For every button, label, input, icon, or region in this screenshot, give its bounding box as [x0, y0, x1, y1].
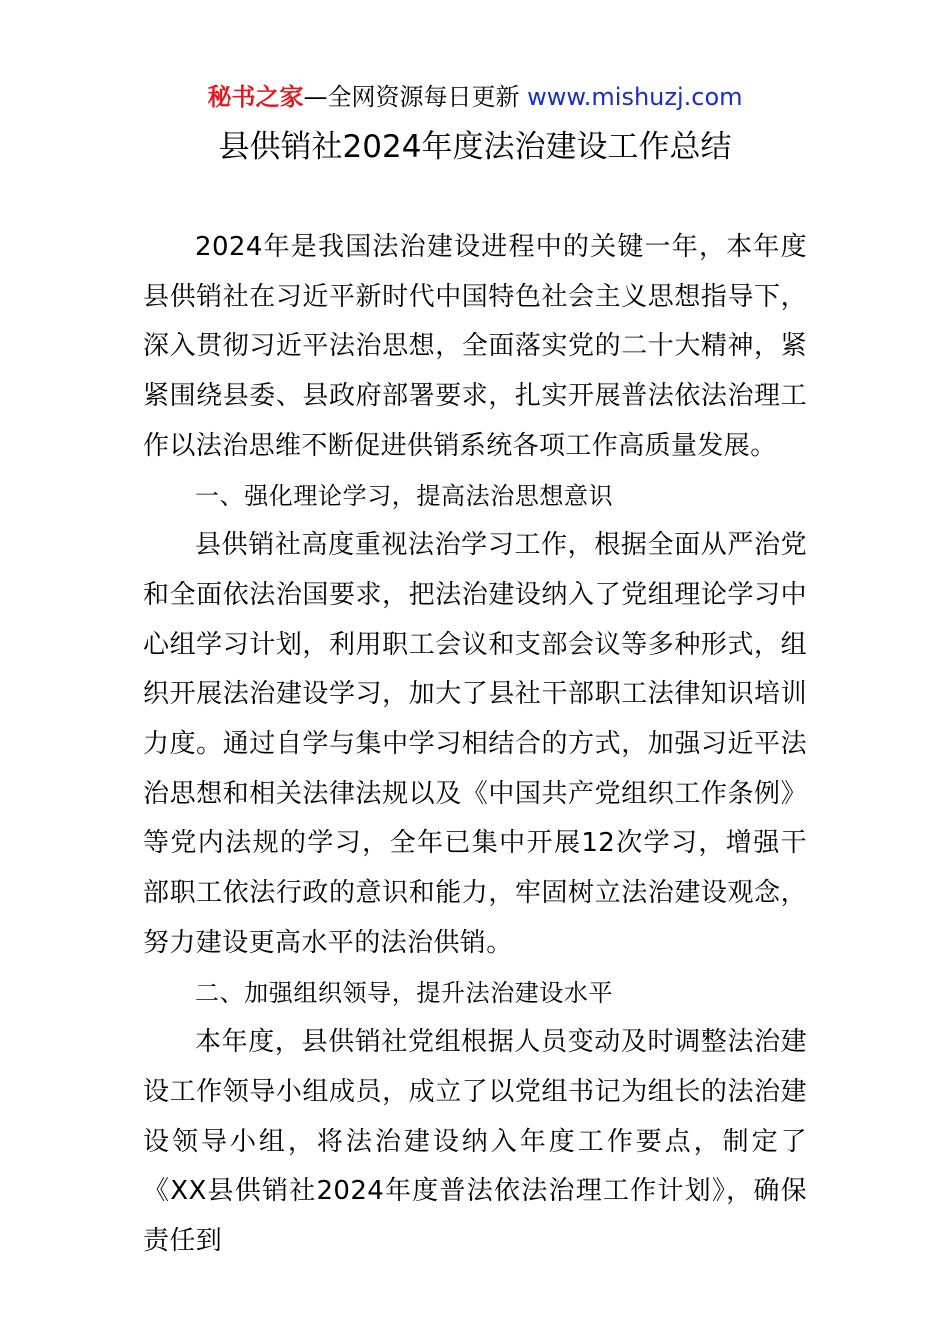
header-tagline: —全网资源每日更新 [303, 83, 520, 111]
section-1-paragraph: 县供销社高度重视法治学习工作，根据全面从严治党和全面依法治国要求，把法治建设纳入了党组理论学习中心组学习计划，利用职工会议和支部会议等多种形式，组织开展法治建设学习，加大了县社干部职工法律知识培训力度。通过自学与集中学习相结合的方式，加强习近平法治思想和相关法律法规以及《中国共产党组织工作条例》等党内法规的学习，全年已集中开展12次学习，增强干部职工依法行政的意识和能力，牢固树立法治建设观念，努力建设更高水平的法治供销。 [143, 530, 807, 958]
intro-paragraph: 2024年是我国法治建设进程中的关键一年，本年度县供销社在习近平新时代中国特色社会主义思想指导下，深入贯彻习近平法治思想，全面落实党的二十大精神，紧紧围绕县委、县政府部署要求，扎实开展普法依法治理工作以法治思维不断促进供销系统各项工作高质量发展。 [143, 232, 807, 461]
brand-name: 秘书之家 [207, 83, 304, 111]
site-url-link[interactable]: www.mishuzj.com [527, 83, 743, 111]
site-header [0, 80, 950, 114]
section-heading-1: 一、强化理论学习，提高法治思想意识 [195, 481, 614, 510]
document-body [143, 223, 807, 1267]
document-title: 县供销社2024年度法治建设工作总结 [218, 129, 732, 165]
section-2-paragraph: 本年度，县供销社党组根据人员变动及时调整法治建设工作领导小组成员，成立了以党组书记为组长的法治建设领导小组，将法治建设纳入年度工作要点，制定了《XX县供销社2024年度普法依法治理工作计划》，确保责任到 [143, 1027, 807, 1257]
section-heading-2: 二、加强组织领导，提升法治建设水平 [195, 978, 614, 1007]
